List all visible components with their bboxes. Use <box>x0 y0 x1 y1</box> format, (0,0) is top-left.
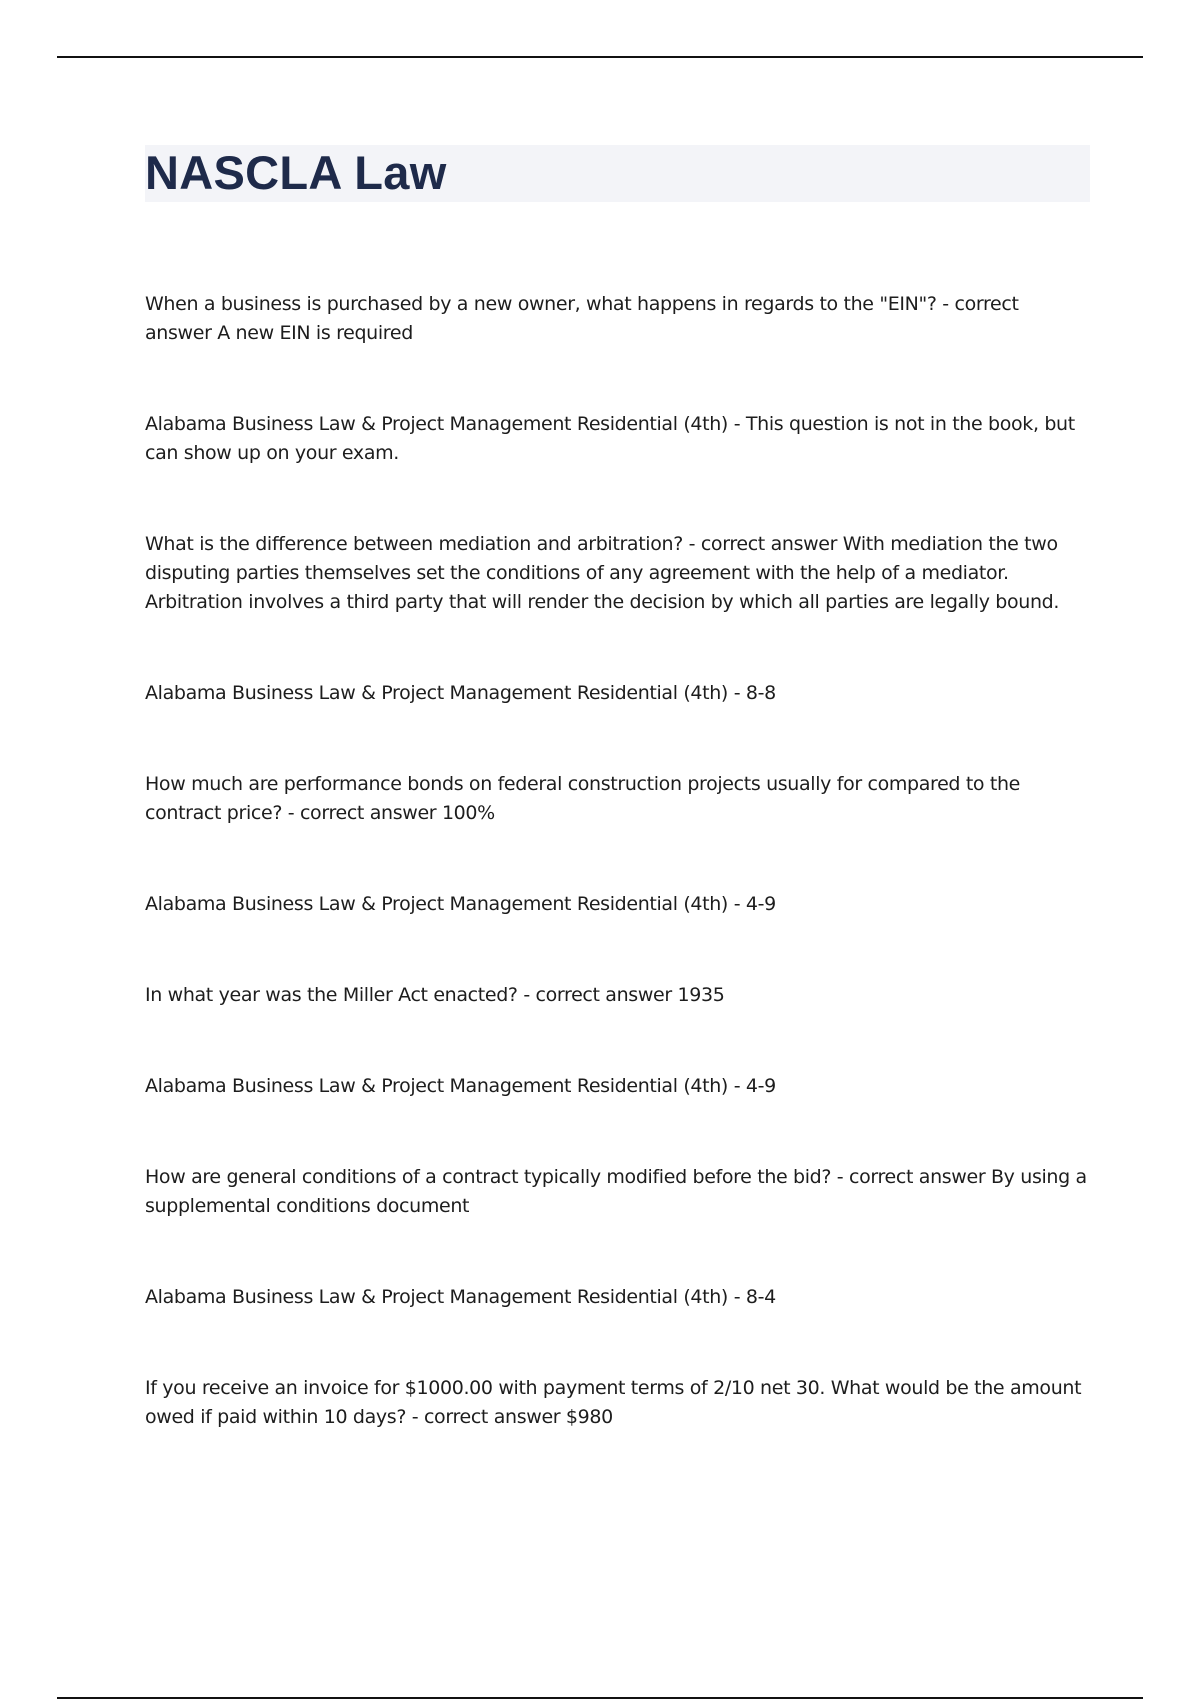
entry-question: When a business is purchased by a new owner, what happens in regards to the "EIN"? - correct answer A new EIN is required <box>145 293 1019 344</box>
document-body <box>145 290 1090 1432</box>
document-title: NASCLA Law <box>145 146 447 199</box>
entry-source: Alabama Business Law & Project Management Residential (4th) - 8-8 <box>145 682 776 704</box>
entry-question: If you receive an invoice for $1000.00 with payment terms of 2/10 net 30. What would be the amount owed if paid within 10 days? - correct answer $980 <box>145 1377 1082 1428</box>
top-rule <box>57 56 1143 58</box>
entry-source: Alabama Business Law & Project Management Residential (4th) - 8-4 <box>145 1286 776 1308</box>
entry-question: How are general conditions of a contract typically modified before the bid? - correct answer By using a supplemental conditions document <box>145 1166 1087 1217</box>
entry-question: In what year was the Miller Act enacted? - correct answer 1935 <box>145 984 725 1006</box>
bottom-rule <box>57 1697 1143 1699</box>
entry-question: How much are performance bonds on federal construction projects usually for compared to the contract price? - correct answer 100% <box>145 773 1021 824</box>
entry-source: Alabama Business Law & Project Management Residential (4th) - This question is not in the book, but can show up on your exam. <box>145 413 1075 464</box>
entry-source: Alabama Business Law & Project Management Residential (4th) - 4-9 <box>145 1075 776 1097</box>
entry-source: Alabama Business Law & Project Management Residential (4th) - 4-9 <box>145 893 776 915</box>
entry-question: What is the difference between mediation and arbitration? - correct answer With mediation the two disputing parties themselves set the conditions of any agreement with the help of a mediator. Arbitration involves a third party that will render the decision by which all parties are legally bound. <box>145 533 1060 613</box>
